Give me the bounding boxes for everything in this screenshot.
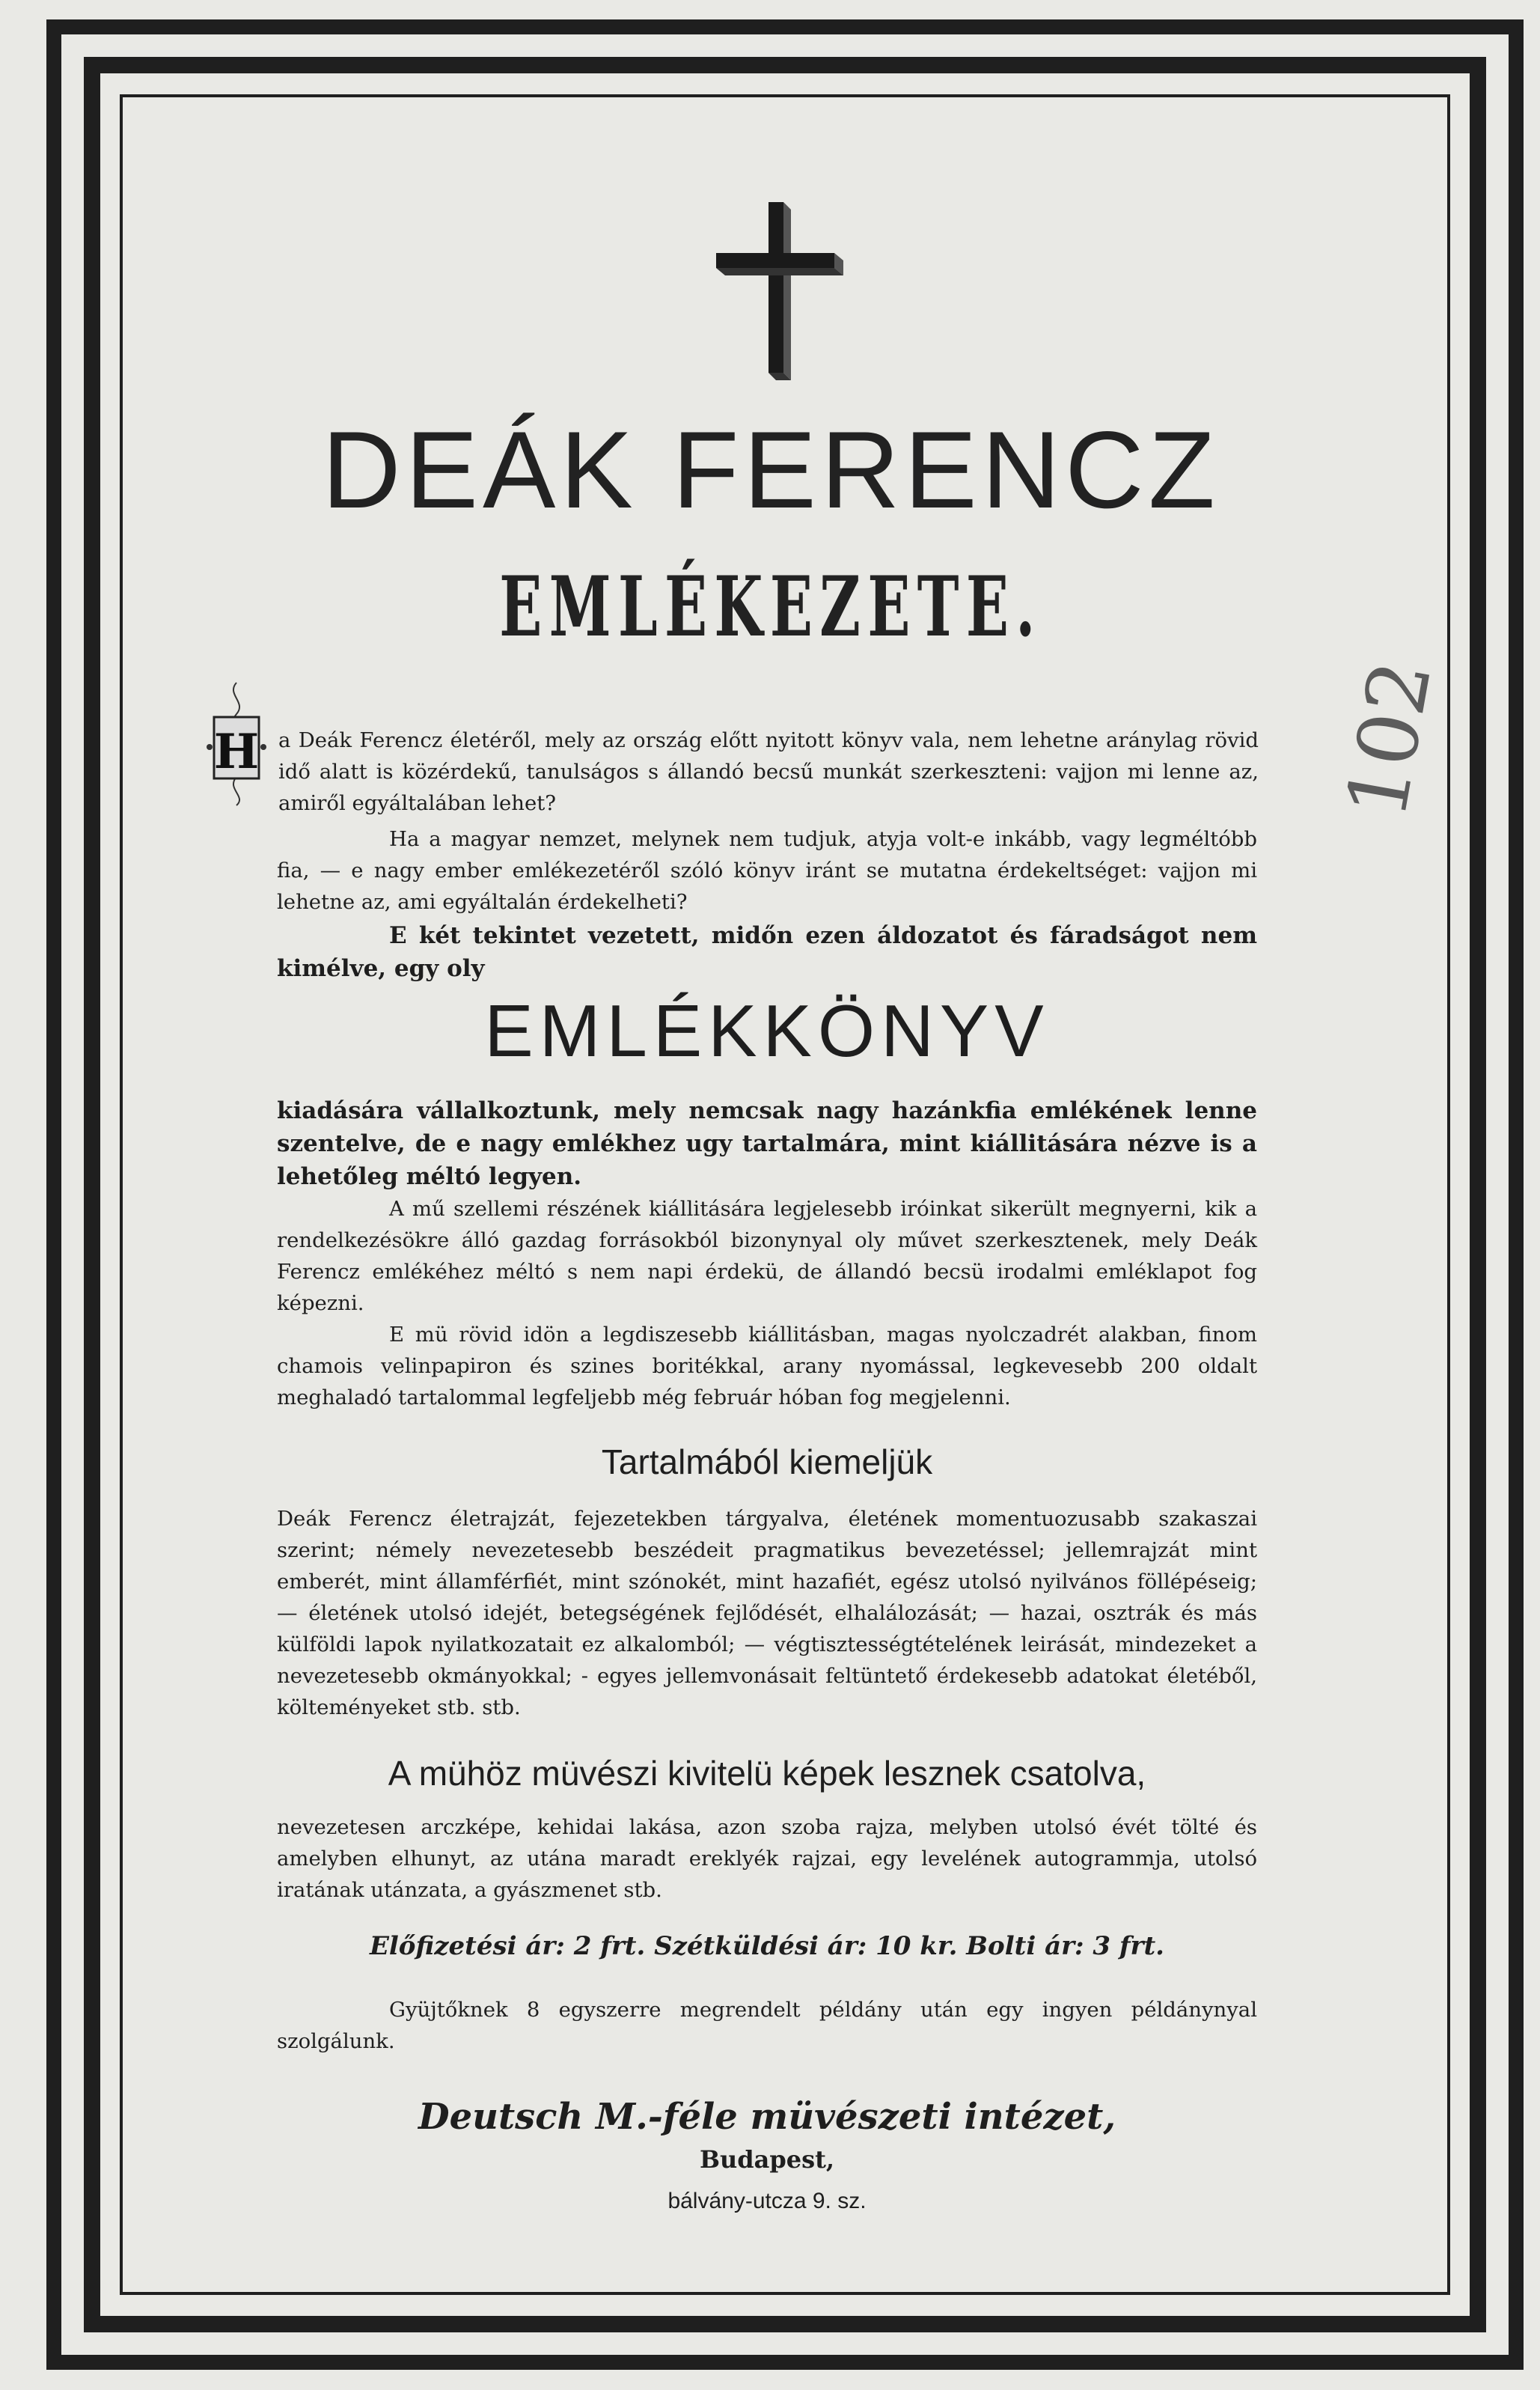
pictures-heading: A mühöz müvészi kivitelü képek lesznek csatolva, (388, 1754, 1146, 1793)
price-line: Előfizetési ár: 2 frt. Szétküldési ár: 10 kr. Bolti ár: 3 frt. (369, 1931, 1165, 1961)
contents-text: Deák Ferencz életrajzát, fejezetekben tárgyalva, életének momentuozusabb szakaszai szerint; némely nevezetesebb beszédeit pragmatikus bevezetéssel; jellemrajzát mint emberét, mint államférfiét, mint szónokét, mint hazafiét, egész utolsó nyilvános föllépéseig; — életének utolsó idejét, betegségének fejlődését, elhalálozását; — hazai, osztrák és más külföldi lapok nyilatkozatait ez alkalomból; — végtisztességtételének leirását, mindezeket a nevezetesebb okmányokkal; - egyes jellemvonásait feltüntető érdekesebb adatokat életéből, költeményeket stb. stb. (277, 1507, 1257, 1719)
handwritten-annotation: 102 (1328, 653, 1450, 826)
intro-paragraph-2: Ha a magyar nemzet, melynek nem tudjuk, atyja volt-e inkább, vagy legméltóbb fia, — e nagy ember emlékezetéről szóló könyv iránt se mutatna érdekeltséget: vajjon mi lehetne az, ami egyáltalán érdekelheti? (277, 827, 1257, 914)
body-paragraph-1: kiadására vállalkoztunk, mely nemcsak nagy hazánkfia emlékének lenne szentelve, de e nagy emlékhez ugy tartalmára, mint kiállitására nézve is a lehetőleg méltó legyen. (277, 1097, 1257, 1190)
book-title: EMLÉKKÖNYV (484, 990, 1050, 1072)
ornamental-initial-h-icon (204, 680, 269, 807)
page-subtitle: EMLÉKEZETE. (499, 558, 1042, 656)
intro-paragraph-3: E két tekintet vezetett, midőn ezen áldozatot és fáradságot nem kimélve, egy oly (277, 922, 1257, 982)
intro-paragraph-1: a Deák Ferencz életéről, mely az ország előtt nyitott könyv vala, nem lehetne aránylag rövid idő alatt is közérdekű, tanulságos s állandó becsű munkát szerkeszteni: vajjon mi lenne az, amiről egyáltalában lehet? (278, 728, 1259, 815)
contents-heading: Tartalmából kiemeljük (601, 1442, 933, 1481)
publisher-address: bálvány-utcza 9. sz. (667, 2189, 867, 2213)
collectors-note: Gyüjtőknek 8 egyszerre megrendelt példány után egy ingyen példánynyal szolgálunk. (277, 1998, 1257, 2053)
body-paragraph-2: A mű szellemi részének kiállitására legjelesebb iróinkat sikerült megnyerni, kik a rendelkezésökre álló gazdag forrásokból bizonynyal oly művet szerkesztenek, mely Deák Ferencz emlékéhez méltó s nem napi érdekü, de állandó becsü irodalmi emléklapot fog képezni. (277, 1197, 1257, 1315)
cross-icon (715, 201, 849, 388)
publisher-city: Budapest, (699, 2145, 835, 2174)
pictures-text: nevezetesen arczképe, kehidai lakása, azon szoba rajza, melyben utolsó évét tölté és amelyben elhunyt, az utána maradt ereklyék rajzai, egy levelének autogrammja, utolsó iratának utánzata, a gyászmenet stb. (277, 1815, 1257, 1902)
page-title: DEÁK FERENCZ (322, 409, 1220, 531)
body-paragraph-3: E mü rövid idön a legdiszesebb kiállitásban, magas nyolczadrét alakban, finom chamois velinpapiron és szines boritékkal, arany nyomással, legkevesebb 200 oldalt meghaladó tartalommal legfeljebb még február hóban fog megjelenni. (277, 1323, 1257, 1409)
svg-text:H: H (213, 724, 260, 780)
publisher-name: Deutsch M.-féle müvészeti intézet, (418, 2096, 1116, 2138)
